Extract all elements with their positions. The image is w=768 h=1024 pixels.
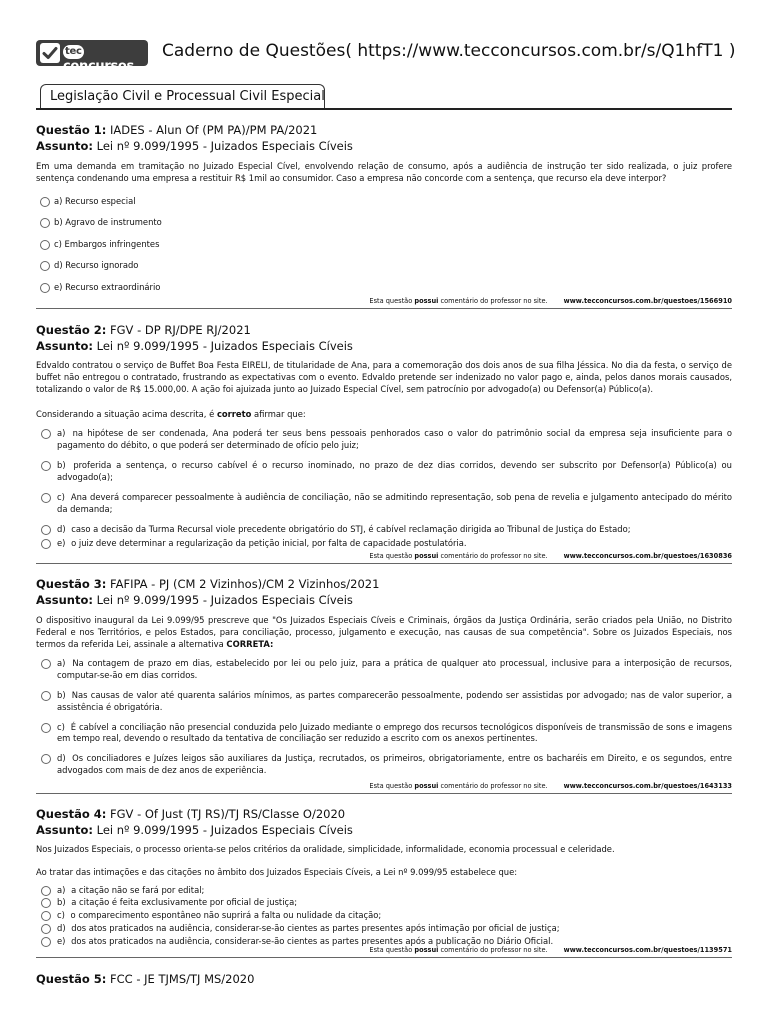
option-text: o juiz deve determinar a regularização da petição inicial, por falta de capacidade postulatória. bbox=[71, 537, 467, 548]
question-divider bbox=[36, 563, 732, 564]
question-subject bbox=[36, 338, 732, 354]
question-3 bbox=[36, 576, 732, 777]
radio-icon[interactable] bbox=[41, 754, 51, 764]
question-number: Questão 1: bbox=[36, 123, 107, 137]
option-b[interactable]: b) Nas causas de valor até quarenta salários mínimos, as partes comparecerão pessoalmente, podendo ser assistidas por advogado; nas de valor superior, a assistência é obrigatória. bbox=[36, 690, 732, 714]
radio-icon[interactable] bbox=[40, 283, 50, 293]
question-link[interactable]: www.tecconcursos.com.br/questoes/1643133 bbox=[563, 782, 732, 790]
radio-icon[interactable] bbox=[41, 886, 51, 896]
page-header bbox=[36, 40, 736, 74]
assunto-text: Lei nº 9.099/1995 - Juizados Especiais Cíveis bbox=[96, 823, 353, 837]
question-statement: Nos Juizados Especiais, o processo orienta-se pelos critérios da oralidade, simplicidade, informalidade, economia processual e celeridade. bbox=[36, 844, 615, 854]
question-statement: O dispositivo inaugural da Lei 9.099/95 prescreve que "Os Juizados Especiais Cíveis e Criminais, órgãos da Justiça Ordinária, serão criados pela União, no Distrito Federal e nos Territórios, e pelos Estados, para conciliação, processo, julgamento e execução, nas causas de sua competência". Sobre os Juizados Especiais, nos termos da referida Lei, assinale a alternativa CORRETA: bbox=[36, 615, 732, 649]
question-divider bbox=[36, 308, 732, 309]
option-a[interactable] bbox=[36, 196, 732, 218]
question-1 bbox=[36, 122, 732, 303]
question-header bbox=[36, 322, 732, 338]
option-b[interactable] bbox=[36, 217, 732, 239]
radio-icon[interactable] bbox=[41, 911, 51, 921]
question-number: Questão 3: bbox=[36, 577, 107, 591]
question-source: FCC - JE TJMS/TJ MS/2020 bbox=[110, 972, 255, 986]
question-header bbox=[36, 806, 732, 822]
question-subject bbox=[36, 822, 732, 838]
question-divider bbox=[36, 957, 732, 958]
option-text: a citação não se fará por edital; bbox=[71, 884, 205, 895]
radio-icon[interactable] bbox=[41, 723, 51, 733]
comment-note: Esta questão possui comentário do professor no site. bbox=[369, 946, 548, 954]
question-header bbox=[36, 122, 732, 138]
radio-icon[interactable] bbox=[41, 659, 51, 669]
question-source: FAFIPA - PJ (CM 2 Vizinhos)/CM 2 Vizinhos/2021 bbox=[110, 577, 380, 591]
checkmark-icon bbox=[40, 43, 60, 63]
option-text: dos atos praticados na audiência, considerar-se-ão cientes as partes presentes após intimação por oficial de justiça; bbox=[71, 922, 560, 933]
question-footer bbox=[36, 552, 732, 560]
question-prompt: Ao tratar das intimações e das citações no âmbito dos Juizados Especiais Cíveis, a Lei nº 9.099/95 estabelece que: bbox=[36, 866, 518, 877]
radio-icon[interactable] bbox=[40, 240, 50, 250]
option-text: caso a decisão da Turma Recursal viole precedente obrigatório do STJ, é cabível reclamação dirigida ao Tribunal de Justiça do Estado; bbox=[71, 523, 631, 534]
assunto-label: Assunto: bbox=[36, 593, 93, 607]
option-c[interactable]: c) Ana deverá comparecer pessoalmente à audiência de conciliação, não se admitindo representação, sob pena de revelia e julgamento antecipado do mérito da demanda; bbox=[36, 492, 732, 516]
option-a[interactable]: a) a citação não se fará por edital; bbox=[36, 885, 732, 898]
question-4 bbox=[36, 806, 732, 949]
question-prompt: Considerando a situação acima descrita, é correto afirmar que: bbox=[36, 409, 306, 420]
option-text: e) Recurso extraordinário bbox=[54, 281, 161, 292]
question-source: IADES - Alun Of (PM PA)/PM PA/2021 bbox=[110, 123, 318, 137]
radio-icon[interactable] bbox=[41, 429, 51, 439]
question-link[interactable]: www.tecconcursos.com.br/questoes/1630836 bbox=[563, 552, 732, 560]
option-b[interactable]: b) a citação é feita exclusivamente por oficial de justiça; bbox=[36, 897, 732, 910]
comment-note: Esta questão possui comentário do professor no site. bbox=[369, 297, 548, 305]
assunto-label: Assunto: bbox=[36, 139, 93, 153]
option-text: dos atos praticados na audiência, considerar-se-ão cientes as partes presentes após a publicação no Diário Oficial. bbox=[71, 935, 554, 946]
assunto-text: Lei nº 9.099/1995 - Juizados Especiais Cíveis bbox=[96, 593, 353, 607]
assunto-label: Assunto: bbox=[36, 823, 93, 837]
question-5 bbox=[36, 971, 732, 987]
option-text: a citação é feita exclusivamente por oficial de justiça; bbox=[71, 897, 298, 908]
question-statement: Em uma demanda em tramitação no Juizado Especial Cível, envolvendo relação de consumo, após a audiência de instrução ter sido realizada, o juiz profere sentença condenando uma empresa a restituir R$ 1mil ao consumidor. Caso a empresa não concorde com a sentença, que recurso ela deve interpor? bbox=[36, 161, 732, 183]
option-text: Ana deverá comparecer pessoalmente à audiência de conciliação, não se admitindo representação, sob pena de revelia e julgamento antecipado do mérito da demanda; bbox=[57, 492, 732, 515]
option-text: d) Recurso ignorado bbox=[54, 260, 139, 271]
comment-note: Esta questão possui comentário do professor no site. bbox=[369, 782, 548, 790]
option-text: c) Embargos infringentes bbox=[54, 238, 160, 249]
radio-icon[interactable] bbox=[41, 691, 51, 701]
option-text: Nas causas de valor até quarenta salários mínimos, as partes comparecerão pessoalmente, podendo ser assistidas por advogado; nas de valor superior, a assistência é obrigatória. bbox=[57, 689, 732, 712]
question-subject bbox=[36, 592, 732, 608]
question-link[interactable]: www.tecconcursos.com.br/questoes/1139571 bbox=[563, 946, 732, 954]
option-d[interactable] bbox=[36, 260, 732, 282]
tecconcursos-logo[interactable] bbox=[36, 40, 148, 74]
option-text: a) Recurso especial bbox=[54, 195, 136, 206]
option-c[interactable] bbox=[36, 239, 732, 261]
option-c[interactable]: c) o comparecimento espontâneo não suprirá a falta ou nulidade da citação; bbox=[36, 910, 732, 923]
radio-icon[interactable] bbox=[41, 525, 51, 535]
radio-icon[interactable] bbox=[41, 898, 51, 908]
option-text: b) Agravo de instrumento bbox=[54, 217, 162, 228]
subject-divider bbox=[36, 108, 732, 110]
radio-icon[interactable] bbox=[40, 197, 50, 207]
question-header bbox=[36, 576, 732, 592]
question-number: Questão 2: bbox=[36, 323, 107, 337]
question-footer bbox=[36, 946, 732, 954]
option-text: É cabível a conciliação não presencial conduzida pelo Juizado mediante o emprego dos recursos tecnológicos disponíveis de transmissão de sons e imagens em tempo real, devendo o resultado da tentativa de conciliação ser reduzido a escrito com os anexos pertinentes. bbox=[57, 721, 732, 744]
radio-icon[interactable] bbox=[41, 493, 51, 503]
option-text: o comparecimento espontâneo não suprirá a falta ou nulidade da citação; bbox=[70, 910, 382, 921]
logo-tec-pill: tec bbox=[65, 46, 82, 57]
subject-heading: Legislação Civil e Processual Civil Especial bbox=[40, 84, 325, 110]
radio-icon[interactable] bbox=[41, 461, 51, 471]
option-e[interactable]: e) dos atos praticados na audiência, considerar-se-ão cientes as partes presentes após a publicação no Diário Oficial. bbox=[36, 936, 732, 949]
logo-wordmark: tecconcursos bbox=[63, 46, 134, 74]
radio-icon[interactable] bbox=[41, 924, 51, 934]
question-number: Questão 5: bbox=[36, 972, 107, 986]
question-source: FGV - DP RJ/DPE RJ/2021 bbox=[110, 323, 251, 337]
comment-note: Esta questão possui comentário do professor no site. bbox=[369, 552, 548, 560]
question-number: Questão 4: bbox=[36, 807, 107, 821]
assunto-label: Assunto: bbox=[36, 339, 93, 353]
question-footer bbox=[36, 297, 732, 305]
page-title: Caderno de Questões( https://www.tecconcursos.com.br/s/Q1hfT1 ) bbox=[162, 41, 736, 61]
option-text: proferida a sentença, o recurso cabível é o recurso inominado, no prazo de dez dias corridos, devendo ser subscrito por Defensor(a) Público(a) ou advogado(a); bbox=[57, 459, 732, 482]
question-header bbox=[36, 971, 732, 987]
question-statement: Edvaldo contratou o serviço de Buffet Boa Festa EIRELI, de titularidade de Ana, para a comemoração dos dois anos de sua filha Jéssica. No dia da festa, o serviço de buffet não entregou o contratado, frustrando as expectativas com o evento. Edvaldo pretende ser indenizado no valor pago e, ainda, pelos danos morais causados, totalizando o valor de R$ 15.000,00. A ação foi ajuizada junto ao Juizado Especial Cível, sem patrocínio por advogado(a) ou Defensor(a) Público(a). bbox=[36, 360, 732, 394]
option-text: Os conciliadores e Juízes leigos são auxiliares da Justiça, recrutados, os primeiros, obrigatoriamente, entre os bacharéis em Direito, e os segundos, entre advogados com mais de dez anos de experiência. bbox=[57, 753, 732, 775]
question-footer bbox=[36, 782, 732, 790]
radio-icon[interactable] bbox=[41, 539, 51, 549]
option-a[interactable]: a) na hipótese de ser condenada, Ana poderá ter seus bens pessoais penhorados caso o valor do patrimônio social da empresa seja insuficiente para o pagamento do débito, o que poderá ser determinado de ofício pelo juiz; bbox=[36, 428, 732, 452]
option-text: Na contagem de prazo em dias, estabelecido por lei ou pelo juiz, para a prática de qualquer ato processual, inclusive para a interposição de recursos, computar-se-ão em dias corridos. bbox=[57, 658, 732, 681]
option-d[interactable]: d) caso a decisão da Turma Recursal viole precedente obrigatório do STJ, é cabível reclamação dirigida ao Tribunal de Justiça do Estado; bbox=[36, 524, 732, 536]
option-d[interactable]: d) Os conciliadores e Juízes leigos são auxiliares da Justiça, recrutados, os primeiros, obrigatoriamente, entre os bacharéis em Direito, e os segundos, entre advogados com mais de dez anos de experiência. bbox=[36, 753, 732, 777]
question-2 bbox=[36, 322, 732, 550]
option-text: na hipótese de ser condenada, Ana poderá ter seus bens pessoais penhorados caso o valor do patrimônio social da empresa seja insuficiente para o pagamento do débito, o que poderá ser determinado de ofício pelo juiz; bbox=[57, 428, 732, 450]
question-subject bbox=[36, 138, 732, 154]
option-d[interactable]: d) dos atos praticados na audiência, considerar-se-ão cientes as partes presentes após intimação por oficial de justiça; bbox=[36, 923, 732, 936]
option-a[interactable]: a) Na contagem de prazo em dias, estabelecido por lei ou pelo juiz, para a prática de qualquer ato processual, inclusive para a interposição de recursos, computar-se-ão em dias corridos. bbox=[36, 658, 732, 682]
radio-icon[interactable] bbox=[40, 261, 50, 271]
question-link[interactable]: www.tecconcursos.com.br/questoes/1566910 bbox=[563, 297, 732, 305]
option-b[interactable]: b) proferida a sentença, o recurso cabível é o recurso inominado, no prazo de dez dias corridos, devendo ser subscrito por Defensor(a) Público(a) ou advogado(a); bbox=[36, 460, 732, 484]
option-e[interactable]: e) o juiz deve determinar a regularização da petição inicial, por falta de capacidade postulatória. bbox=[36, 538, 732, 550]
assunto-text: Lei nº 9.099/1995 - Juizados Especiais Cíveis bbox=[96, 339, 353, 353]
question-source: FGV - Of Just (TJ RS)/TJ RS/Classe O/2020 bbox=[110, 807, 346, 821]
question-divider bbox=[36, 793, 732, 794]
radio-icon[interactable] bbox=[40, 218, 50, 228]
option-c[interactable]: c) É cabível a conciliação não presencial conduzida pelo Juizado mediante o emprego dos recursos tecnológicos disponíveis de transmissão de sons e imagens em tempo real, devendo o resultado da tentativa de conciliação ser reduzido a escrito com os anexos pertinentes. bbox=[36, 722, 732, 746]
assunto-text: Lei nº 9.099/1995 - Juizados Especiais Cíveis bbox=[96, 139, 353, 153]
